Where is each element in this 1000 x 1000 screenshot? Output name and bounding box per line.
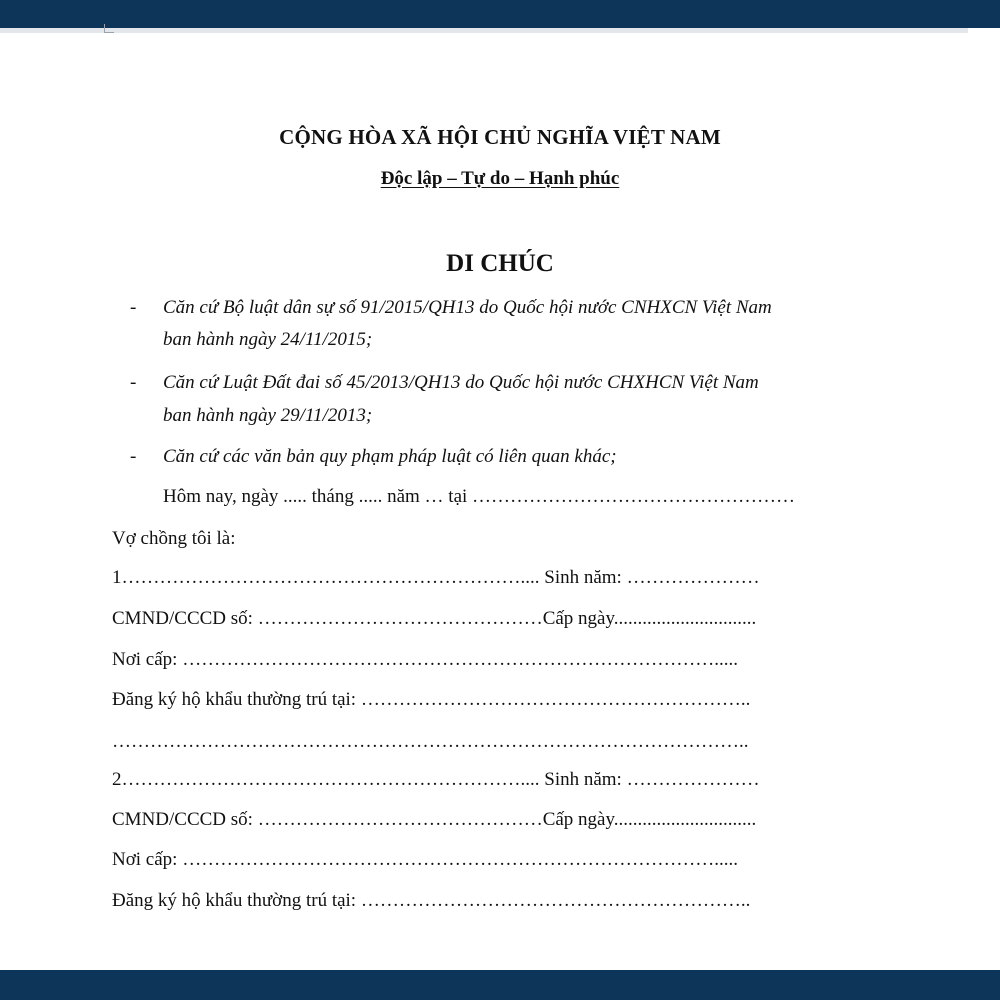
basis-1-dash: -	[130, 297, 137, 318]
top-frame-bar	[0, 0, 1000, 28]
person-2-issued-line: Nơi cấp: ………………………………………………………………………….....	[112, 849, 738, 870]
basis-3-dash: -	[130, 446, 137, 467]
document-title: DI CHÚC	[446, 250, 554, 277]
person-1-residence-cont: ………………………………………………………………………………………..	[112, 731, 749, 752]
person-2-name-line: 2……………………………………………………….... Sinh năm: …………………	[112, 769, 760, 790]
person-1-id-line: CMND/CCCD số: ………………………………………Cấp ngày..............................	[112, 608, 757, 629]
basis-1-line-1: Căn cứ Bộ luật dân sự số 91/2015/QH13 do Quốc hội nước CNHXCN Việt Nam	[163, 297, 772, 318]
document-page	[0, 33, 1000, 970]
person-1-name-line: 1……………………………………………………….... Sinh năm: …………………	[112, 567, 760, 588]
person-1-residence-line: Đăng ký hộ khẩu thường trú tại: ……………………………………………………..	[112, 689, 751, 710]
couple-intro: Vợ chồng tôi là:	[112, 528, 236, 549]
basis-2-line-1: Căn cứ Luật Đất đai số 45/2013/QH13 do Quốc hội nước CHXHCN Việt Nam	[163, 372, 759, 393]
person-1-issued-line: Nơi cấp: ………………………………………………………………………….....	[112, 649, 738, 670]
nation-heading: CỘNG HÒA XÃ HỘI CHỦ NGHĨA VIỆT NAM	[279, 125, 721, 149]
person-2-id-line: CMND/CCCD số: ………………………………………Cấp ngày..............................	[112, 809, 757, 830]
basis-1-line-2: ban hành ngày 24/11/2015;	[163, 329, 373, 350]
motto-text: Độc lập – Tự do – Hạnh phúc	[380, 168, 620, 189]
basis-2-line-2: ban hành ngày 29/11/2013;	[163, 405, 373, 426]
bottom-frame-bar	[0, 970, 1000, 1000]
basis-2-dash: -	[130, 372, 137, 393]
basis-3-line-1: Căn cứ các văn bản quy phạm pháp luật có liên quan khác;	[163, 446, 617, 467]
person-2-residence-line: Đăng ký hộ khẩu thường trú tại: ……………………………………………………..	[112, 890, 751, 911]
motto-heading	[0, 167, 1000, 191]
margin-corner-mark	[104, 24, 114, 33]
date-place-line: Hôm nay, ngày ..... tháng ..... năm … tại ……………………………………………	[163, 486, 796, 507]
